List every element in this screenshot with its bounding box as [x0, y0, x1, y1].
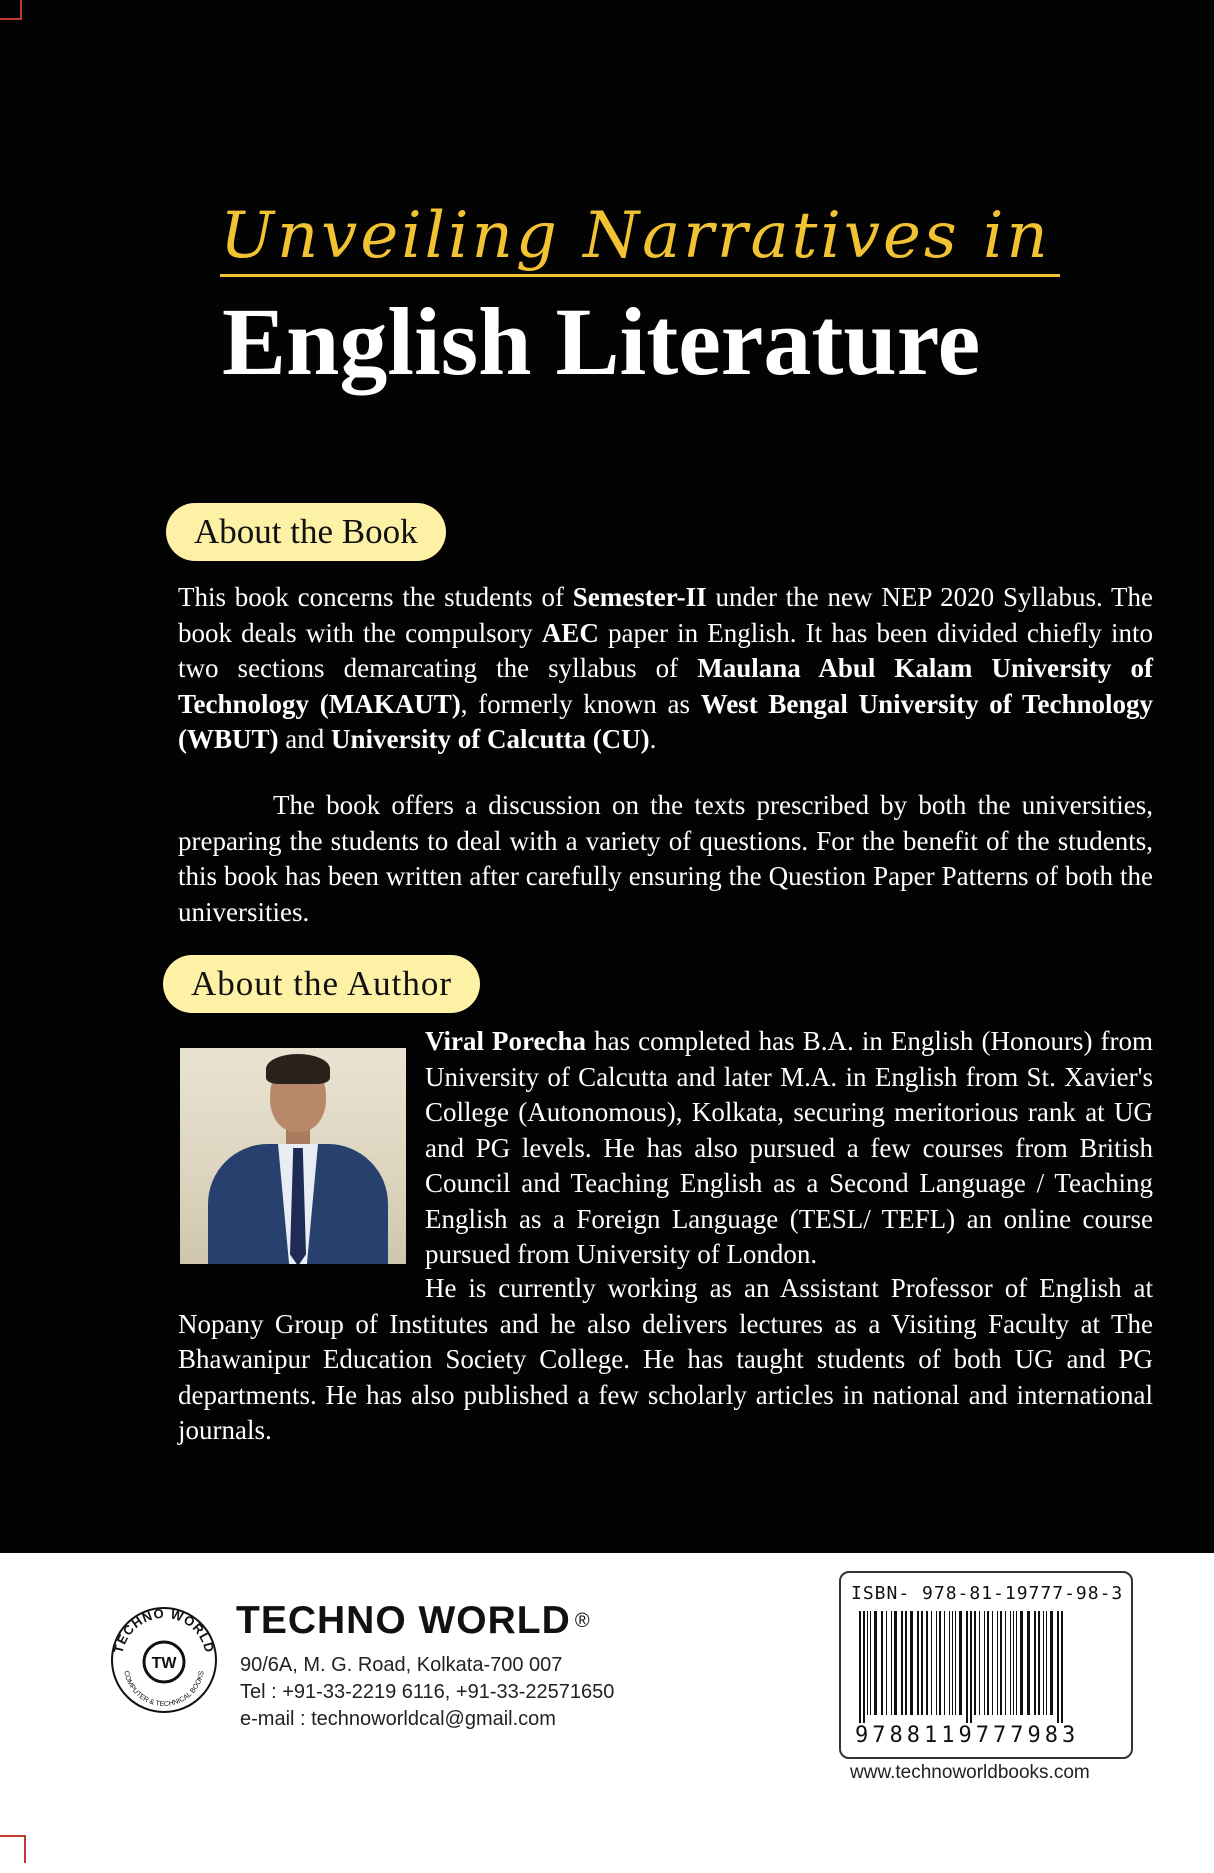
author-bio-1: has completed has B.A. in English (Honours) from University of Calcutta and later M.A. in English from St. Xavier's College (Autonomous), Kolkata, securing meritorious rank at UG and PG levels. He has also pursued a few courses from British Council and Teaching English as a Second Language / Teaching English as a Foreign Language (TESL/ TEFL) an online course pursued from University of London.: [425, 1026, 1153, 1269]
barcode-bar: [936, 1611, 937, 1715]
about-author-paragraph-1: [425, 1024, 1153, 1273]
barcode-bar: [910, 1611, 913, 1715]
svg-text:TECHNO WORLD: TECHNO WORLD: [110, 1605, 218, 1655]
publisher-address: 90/6A, M. G. Road, Kolkata-700 007: [240, 1654, 563, 1676]
about-book-text-run: University of Calcutta (CU): [330, 724, 650, 754]
barcode-bar: [1034, 1611, 1036, 1715]
barcode-bars: [853, 1611, 1119, 1723]
barcode-bar: [905, 1611, 907, 1715]
barcode-bar: [974, 1611, 976, 1715]
barcode-bar: [926, 1611, 928, 1715]
barcode-bar: [886, 1611, 887, 1715]
barcode-bar: [1046, 1611, 1047, 1715]
barcode-bar: [1010, 1611, 1011, 1715]
about-book-text-run: Maulana Abul Kalam University of Technology (MAKAUT): [178, 653, 1153, 719]
svg-text:COMPUTER & TECHNICAL BOOKS: COMPUTER & TECHNICAL BOOKS: [122, 1670, 206, 1709]
barcode-bar: [1000, 1611, 1002, 1715]
barcode-bar: [987, 1611, 989, 1715]
barcode-bar: [863, 1611, 865, 1723]
barcode-bar: [992, 1611, 993, 1715]
barcode-bar: [1043, 1611, 1044, 1715]
barcode-bar: [1027, 1611, 1030, 1715]
barcode-bar: [1013, 1611, 1014, 1715]
barcode-bar: [894, 1611, 897, 1715]
about-book-text-run: under the new NEP 2020 Syllabus. The book deals with the compulsory: [178, 582, 1153, 648]
author-photo: [180, 1048, 406, 1264]
about-book-text-run: , formerly known as: [460, 688, 701, 719]
barcode-bar: [870, 1611, 871, 1715]
barcode-bar: [1050, 1611, 1053, 1715]
isbn-text: ISBN- 978-81-19777-98-3: [851, 1583, 1124, 1604]
about-book-text-run: West Bengal University of Technology (WBUT): [178, 688, 1153, 754]
about-author-paragraph-2: He is currently working as an Assistant Professor of English at Nopany Group of Institutes and he also delivers lectures as a Visiting Faculty at The Bhawanipur Education Society College. He has taught students of both UG and PG departments. He has also published a few scholarly articles in national and international journals.: [178, 1273, 1153, 1445]
isbn-barcode-box: [839, 1571, 1133, 1759]
barcode-bar: [1005, 1611, 1006, 1715]
barcode-bar: [939, 1611, 941, 1715]
barcode-bar: [949, 1611, 950, 1715]
title-line-1: Unveiling Narratives in: [220, 198, 1060, 277]
publisher-email: e-mail : technoworldcal@gmail.com: [240, 1708, 556, 1730]
barcode-bar: [959, 1611, 962, 1715]
barcode-bar: [966, 1611, 968, 1723]
about-book-text-run: .: [649, 724, 657, 754]
about-book-text-run: Semester-II: [572, 582, 707, 612]
about-book-text-run: paper in English. It has been divided chiefly into two sections demarcating the syllabus of: [178, 617, 1153, 683]
publisher-name: TECHNO WORLD ®: [236, 1599, 591, 1642]
about-book-paragraph-1: [178, 580, 1153, 758]
about-book-text-run: and: [278, 724, 331, 754]
crop-mark: [0, 1835, 26, 1863]
barcode-bar: [931, 1611, 932, 1715]
barcode-bar: [921, 1611, 923, 1715]
barcode-bar: [867, 1611, 868, 1715]
title-line-2: English Literature: [222, 288, 981, 395]
barcode-bar: [917, 1611, 919, 1715]
about-book-text-run: This book concerns the students of: [178, 582, 573, 612]
barcode-bar: [891, 1611, 892, 1715]
crop-mark: [0, 0, 22, 20]
barcode-bar: [944, 1611, 945, 1715]
about-author-heading: About the Author: [163, 955, 480, 1013]
barcode-bar: [979, 1611, 980, 1715]
barcode-bar: [952, 1611, 953, 1715]
publisher-website[interactable]: www.technoworldbooks.com: [850, 1762, 1090, 1783]
barcode-bar: [1016, 1611, 1017, 1715]
barcode-bar: [901, 1611, 903, 1715]
barcode-bar: [997, 1611, 998, 1715]
publisher-telephone: Tel : +91-33-2219 6116, +91-33-22571650: [240, 1681, 615, 1703]
barcode-bar: [1057, 1611, 1059, 1723]
about-book-heading: About the Book: [166, 503, 446, 561]
barcode-bar: [955, 1611, 956, 1715]
barcode-bar: [1061, 1611, 1063, 1723]
author-name: Viral Porecha: [425, 1026, 587, 1056]
barcode-bar: [984, 1611, 985, 1715]
barcode-bar: [874, 1611, 877, 1715]
publisher-logo: [108, 1604, 220, 1716]
logo-initials: TW: [151, 1655, 177, 1672]
about-book-text-run: AEC: [541, 617, 599, 648]
barcode-bar: [881, 1611, 883, 1715]
barcode-bar: [970, 1611, 972, 1723]
about-book-paragraph-2: The book offers a discussion on the texts prescribed by both the universities, preparing the students to deal with a variety of questions. For the benefit of the students, this book has been written after carefully ensuring the Question Paper Patterns of both the universities.: [178, 790, 1153, 927]
barcode-bar: [1020, 1611, 1023, 1715]
barcode-digits: 9788119777983: [855, 1723, 1080, 1748]
barcode-bar: [859, 1611, 861, 1723]
barcode-bar: [1038, 1611, 1040, 1715]
